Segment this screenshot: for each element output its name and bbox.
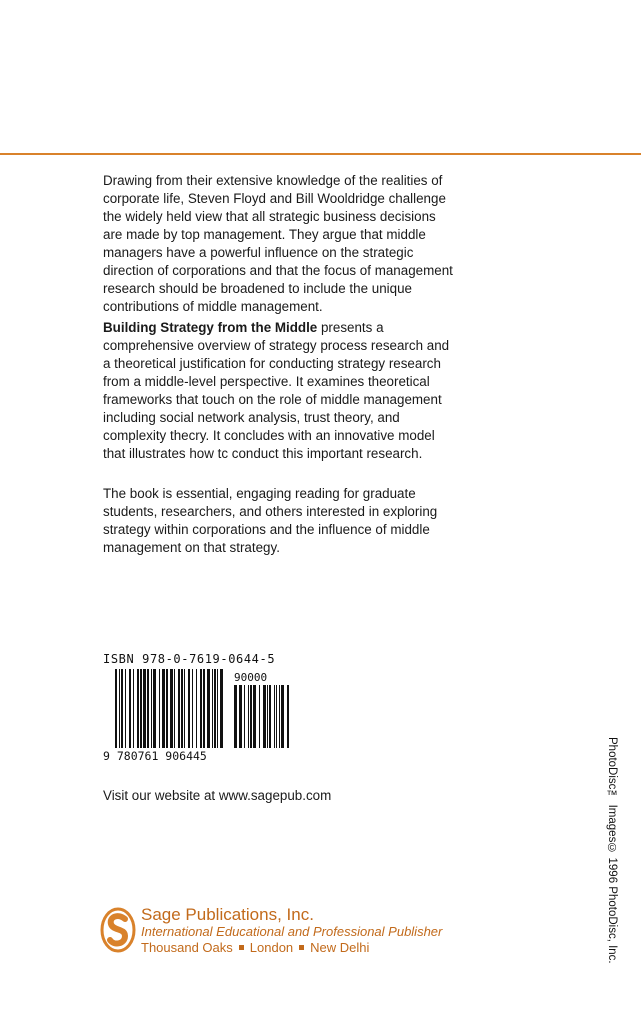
barcode-bar [115, 669, 117, 748]
barcode-bar [170, 669, 173, 748]
barcode-bar [281, 685, 284, 748]
barcode-bar [153, 669, 156, 748]
barcode-bar [248, 685, 249, 748]
barcode-bar [140, 669, 142, 748]
publisher-name: Sage Publications, Inc. [141, 905, 314, 924]
barcode-bar [287, 685, 289, 748]
barcode-bar [174, 669, 175, 748]
description-paragraph-2 [103, 319, 453, 463]
barcode-bar [214, 669, 216, 748]
publisher-tagline: International Educational and Professional Publisher [141, 924, 443, 939]
city-new-delhi: New Delhi [310, 940, 370, 955]
barcode-bar [234, 685, 237, 748]
barcode-bar [267, 685, 268, 748]
barcode-bar [274, 685, 275, 748]
barcode-bar [159, 669, 160, 748]
barcode-bar [129, 669, 131, 748]
barcode-bar [269, 685, 271, 748]
city-london: London [249, 940, 294, 955]
barcode-bar [166, 669, 168, 748]
publisher-cities [141, 940, 369, 955]
isbn-label: ISBN 978-0-7619-0644-5 [103, 652, 276, 666]
barcode-addon-bars [234, 685, 289, 748]
barcode-bar [279, 685, 280, 748]
barcode-bar [259, 685, 260, 748]
barcode-bar [162, 669, 165, 748]
barcode-bar [192, 669, 193, 748]
description-paragraph-3: The book is essential, engaging reading for graduate students, researchers, and others interested in exploring strategy within corporations and the influence of middle management on that strategy. [103, 486, 438, 555]
barcode-main-bars [115, 669, 223, 748]
barcode-bar [133, 669, 134, 748]
barcode-bar [253, 685, 256, 748]
barcode-addon-digits: 90000 [234, 671, 268, 684]
description-paragraph-1: Drawing from their extensive knowledge of the realities of corporate life, Steven Floyd and Bill Wooldridge challenge the widely held view that all strategic business decisions are made by top management. They argue that middle managers have a powerful influence on the strategic direction of corporations and that the focus of management research should be broadened to include the unique contributions of middle management. [103, 173, 453, 314]
barcode-bar [212, 669, 213, 748]
barcode-bar [178, 669, 180, 748]
barcode [103, 668, 293, 764]
barcode-bar [184, 669, 185, 748]
barcode-bar [188, 669, 190, 748]
barcode-bar [203, 669, 205, 748]
barcode-bar [263, 685, 266, 748]
description-paragraph-2-text: presents a comprehensive overview of strategy process research and a theoretical justification for conducting strategy research from a middle-level perspective. It examines theoretical frameworks that touch on the role of middle management including social network analysis, trust theory, and complexity thecry. It concludes with an innovative model that illustrates how tc conduct this important research. [103, 320, 450, 461]
barcode-bar [220, 669, 223, 748]
barcode-bar [125, 669, 126, 748]
barcode-bar [147, 669, 149, 748]
barcode-main-digits: 9 780761 906445 [103, 749, 207, 763]
book-title-bold: Building Strategy from the Middle [103, 320, 318, 335]
separator-square-icon [239, 945, 244, 950]
barcode-bar [244, 685, 245, 748]
barcode-bar [200, 669, 202, 748]
barcode-bar [143, 669, 146, 748]
photo-credit: PhotoDisc™ Images© 1996 PhotoDisc, Inc. [606, 737, 618, 964]
barcode-bar [137, 669, 139, 748]
city-thousand-oaks: Thousand Oaks [141, 940, 233, 955]
barcode-bar [151, 669, 152, 748]
barcode-bar [196, 669, 197, 748]
barcode-bar [239, 685, 242, 748]
sage-logo-icon [100, 906, 136, 954]
top-orange-rule [0, 153, 641, 155]
website-line: Visit our website at www.sagepub.com [103, 788, 332, 803]
barcode-bar [217, 669, 218, 748]
separator-square-icon [299, 945, 304, 950]
barcode-bar [207, 669, 210, 748]
barcode-bar [119, 669, 120, 748]
barcode-bar [276, 685, 277, 748]
barcode-bar [250, 685, 252, 748]
barcode-bar [121, 669, 123, 748]
barcode-bar [181, 669, 183, 748]
